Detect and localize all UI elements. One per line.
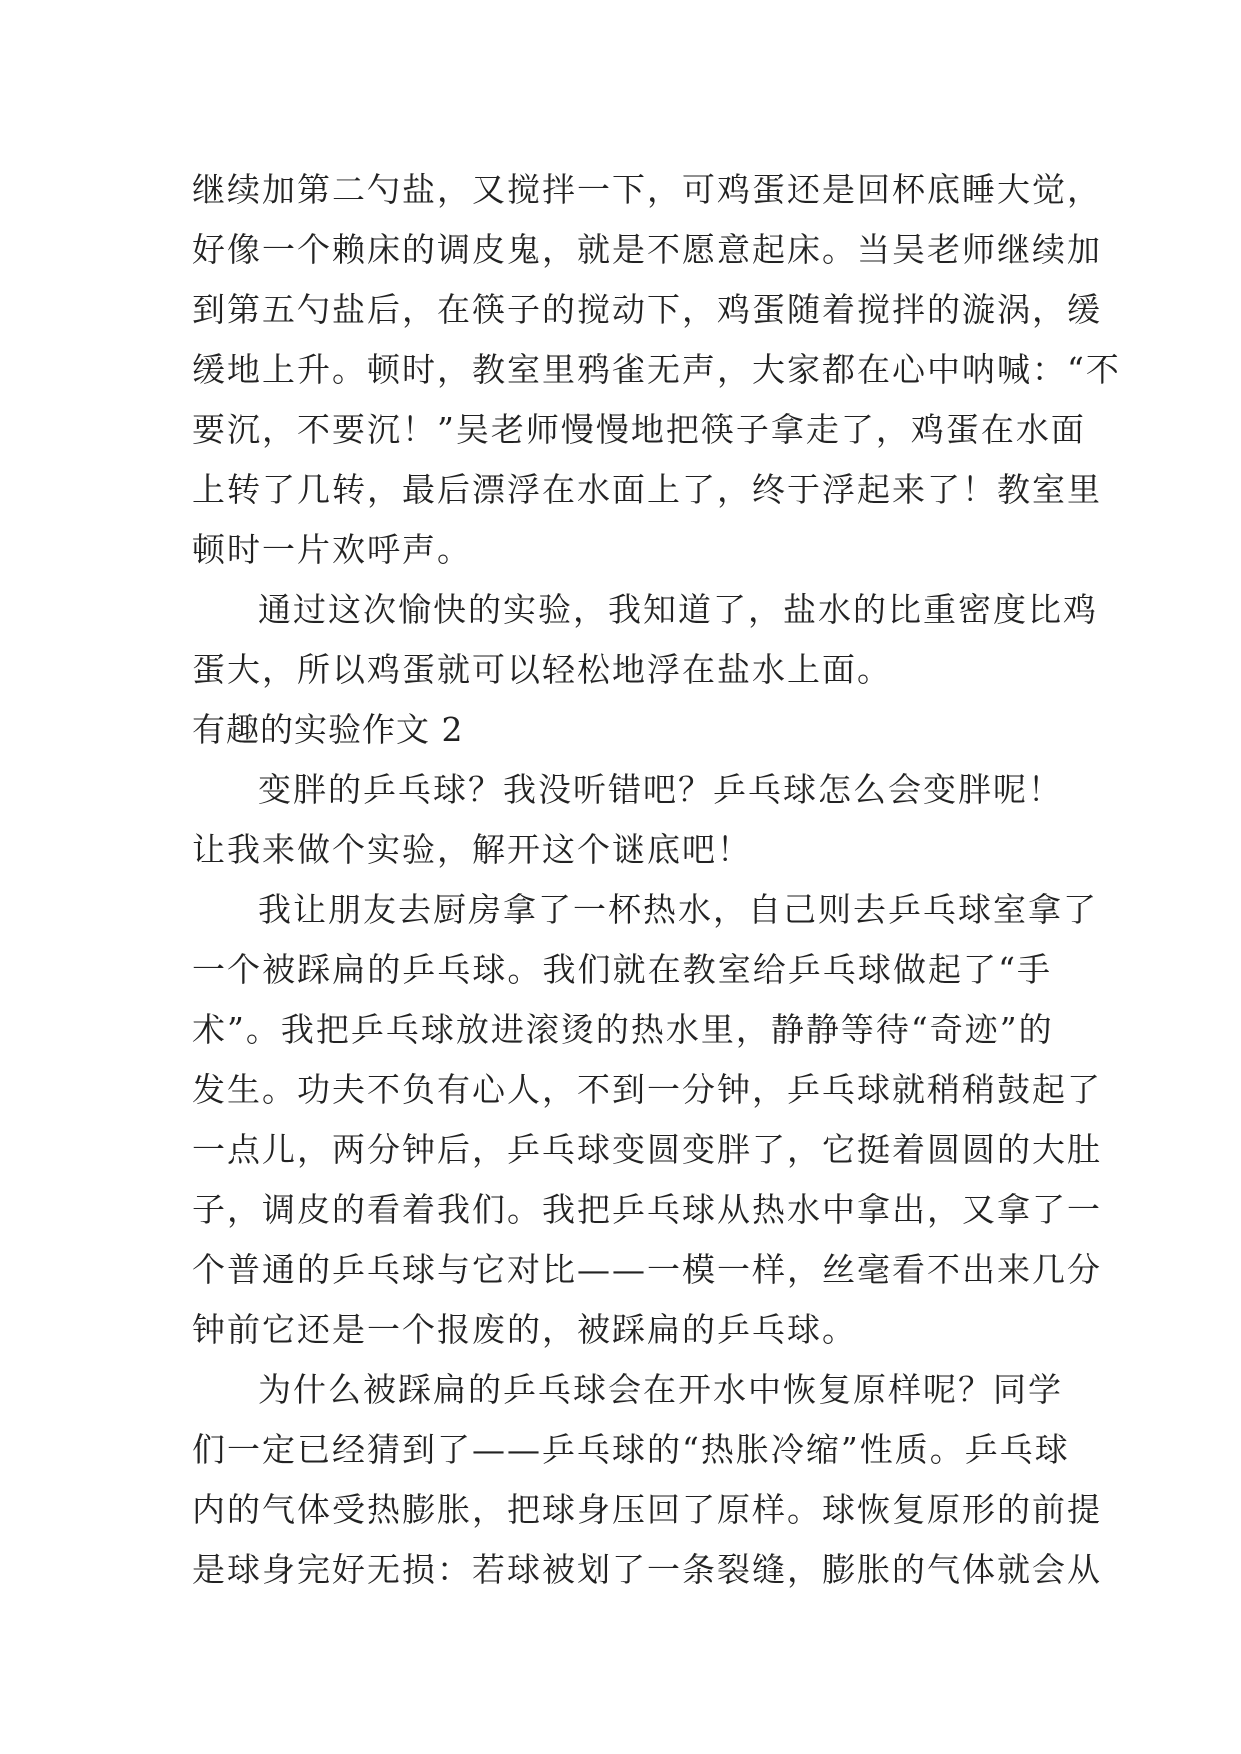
text-line: 继续加第二勺盐，又搅拌一下，可鸡蛋还是回杯底睡大觉， bbox=[192, 170, 1102, 209]
text-line: 我让朋友去厨房拿了一杯热水，自己则去乒乓球室拿了 bbox=[258, 890, 1098, 929]
text-line: 上转了几转，最后漂浮在水面上了，终于浮起来了！教室里 bbox=[192, 470, 1102, 509]
text-line: 们一定已经猜到了——乒乓球的“热胀冷缩”性质。乒乓球 bbox=[192, 1430, 1070, 1469]
paragraph bbox=[192, 580, 1098, 700]
text-line: 到第五勺盐后，在筷子的搅动下，鸡蛋随着搅拌的漩涡，缓 bbox=[192, 290, 1102, 329]
text-line: 钟前它还是一个报废的，被踩扁的乒乓球。 bbox=[192, 1310, 857, 1349]
text-line: 是球身完好无损：若球被划了一条裂缝，膨胀的气体就会从 bbox=[192, 1550, 1102, 1589]
text-line: 术”。我把乒乓球放进滚烫的热水里，静静等待“奇迹”的 bbox=[192, 1010, 1054, 1049]
paragraph bbox=[192, 880, 1102, 1360]
document-page bbox=[192, 160, 1121, 1600]
section-heading: 有趣的实验作文 2 bbox=[192, 710, 464, 749]
text-line: 为什么被踩扁的乒乓球会在开水中恢复原样呢？同学 bbox=[258, 1370, 1063, 1409]
text-line: 个普通的乒乓球与它对比——一模一样，丝毫看不出来几分 bbox=[192, 1250, 1102, 1289]
paragraph bbox=[192, 160, 1121, 580]
text-line: 子，调皮的看着我们。我把乒乓球从热水中拿出，又拿了一 bbox=[192, 1190, 1102, 1229]
text-line: 让我来做个实验，解开这个谜底吧！ bbox=[192, 830, 752, 869]
text-line: 发生。功夫不负有心人，不到一分钟，乒乓球就稍稍鼓起了 bbox=[192, 1070, 1102, 1109]
text-line: 好像一个赖床的调皮鬼，就是不愿意起床。当吴老师继续加 bbox=[192, 230, 1102, 269]
text-line: 一个被踩扁的乒乓球。我们就在教室给乒乓球做起了“手 bbox=[192, 950, 1052, 989]
text-line: 缓地上升。顿时，教室里鸦雀无声，大家都在心中呐喊：“不 bbox=[192, 350, 1121, 389]
paragraph bbox=[192, 1360, 1102, 1600]
text-line: 内的气体受热膨胀，把球身压回了原样。球恢复原形的前提 bbox=[192, 1490, 1102, 1529]
text-line: 要沉，不要沉！”吴老师慢慢地把筷子拿走了，鸡蛋在水面 bbox=[192, 410, 1086, 449]
text-line: 一点儿，两分钟后，乒乓球变圆变胖了，它挺着圆圆的大肚 bbox=[192, 1130, 1102, 1169]
text-line: 通过这次愉快的实验，我知道了，盐水的比重密度比鸡 bbox=[258, 590, 1098, 629]
paragraph bbox=[192, 760, 1063, 880]
text-line: 变胖的乒乓球？我没听错吧？乒乓球怎么会变胖呢！ bbox=[258, 770, 1063, 809]
text-line: 顿时一片欢呼声。 bbox=[192, 530, 472, 569]
text-line: 蛋大，所以鸡蛋就可以轻松地浮在盐水上面。 bbox=[192, 650, 892, 689]
